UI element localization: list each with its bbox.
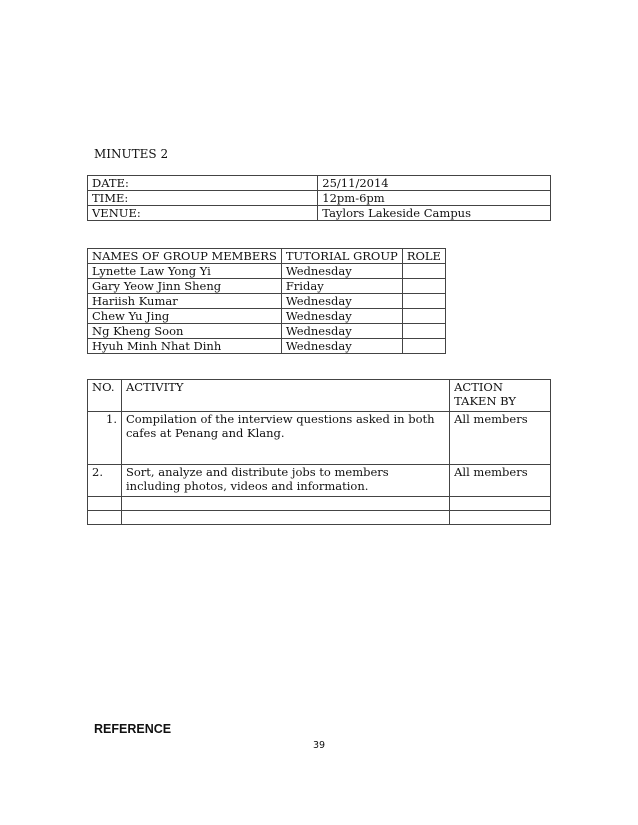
member-role — [402, 294, 445, 309]
date-label: DATE: — [88, 176, 318, 191]
member-role — [402, 339, 445, 354]
action-taken-by: All members — [450, 412, 551, 465]
activity-description: Sort, analyze and distribute jobs to members including photos, videos and information. — [121, 465, 449, 497]
table-header-row — [88, 380, 551, 412]
table-row — [88, 497, 551, 511]
table-row — [88, 206, 551, 221]
activity-number: 1. — [88, 412, 122, 465]
activity-number: 2. — [88, 465, 122, 497]
column-header: ROLE — [402, 249, 445, 264]
member-role — [402, 279, 445, 294]
table-row — [88, 279, 446, 294]
activity-number — [88, 511, 122, 525]
member-group: Wednesday — [281, 294, 402, 309]
table-row — [88, 264, 446, 279]
page-number: 39 — [312, 740, 326, 751]
table-row — [88, 176, 551, 191]
action-taken-by: All members — [450, 465, 551, 497]
minutes-title: MINUTES 2 — [94, 147, 169, 161]
table-row — [88, 339, 446, 354]
venue-value: Taylors Lakeside Campus — [318, 206, 551, 221]
column-header: TUTORIAL GROUP — [281, 249, 402, 264]
member-name: Hyuh Minh Nhat Dinh — [88, 339, 282, 354]
table-row — [88, 294, 446, 309]
member-name: Hariish Kumar — [88, 294, 282, 309]
member-role — [402, 324, 445, 339]
activity-description — [121, 511, 449, 525]
member-name: Chew Yu Jing — [88, 309, 282, 324]
member-group: Wednesday — [281, 324, 402, 339]
reference-heading: REFERENCE — [94, 722, 172, 736]
member-group: Friday — [281, 279, 402, 294]
table-row — [88, 412, 551, 465]
time-label: TIME: — [88, 191, 318, 206]
member-name: Gary Yeow Jinn Sheng — [88, 279, 282, 294]
time-value: 12pm-6pm — [318, 191, 551, 206]
members-table — [87, 248, 446, 354]
action-taken-by — [450, 511, 551, 525]
member-role — [402, 264, 445, 279]
table-row — [88, 309, 446, 324]
column-header: NAMES OF GROUP MEMBERS — [88, 249, 282, 264]
date-value: 25/11/2014 — [318, 176, 551, 191]
venue-label: VENUE: — [88, 206, 318, 221]
member-name: Ng Kheng Soon — [88, 324, 282, 339]
activity-description — [121, 497, 449, 511]
activities-table — [87, 379, 551, 525]
member-group: Wednesday — [281, 339, 402, 354]
activity-description: Compilation of the interview questions asked in both cafes at Penang and Klang. — [121, 412, 449, 465]
column-header: ACTION TAKEN BY — [450, 380, 551, 412]
table-row — [88, 191, 551, 206]
member-group: Wednesday — [281, 264, 402, 279]
activity-number — [88, 497, 122, 511]
column-header: NO. — [88, 380, 122, 412]
member-role — [402, 309, 445, 324]
meeting-info-table — [87, 175, 551, 221]
column-header: ACTIVITY — [121, 380, 449, 412]
member-name: Lynette Law Yong Yi — [88, 264, 282, 279]
table-row — [88, 465, 551, 497]
member-group: Wednesday — [281, 309, 402, 324]
table-header-row — [88, 249, 446, 264]
table-row — [88, 511, 551, 525]
table-row — [88, 324, 446, 339]
action-taken-by — [450, 497, 551, 511]
